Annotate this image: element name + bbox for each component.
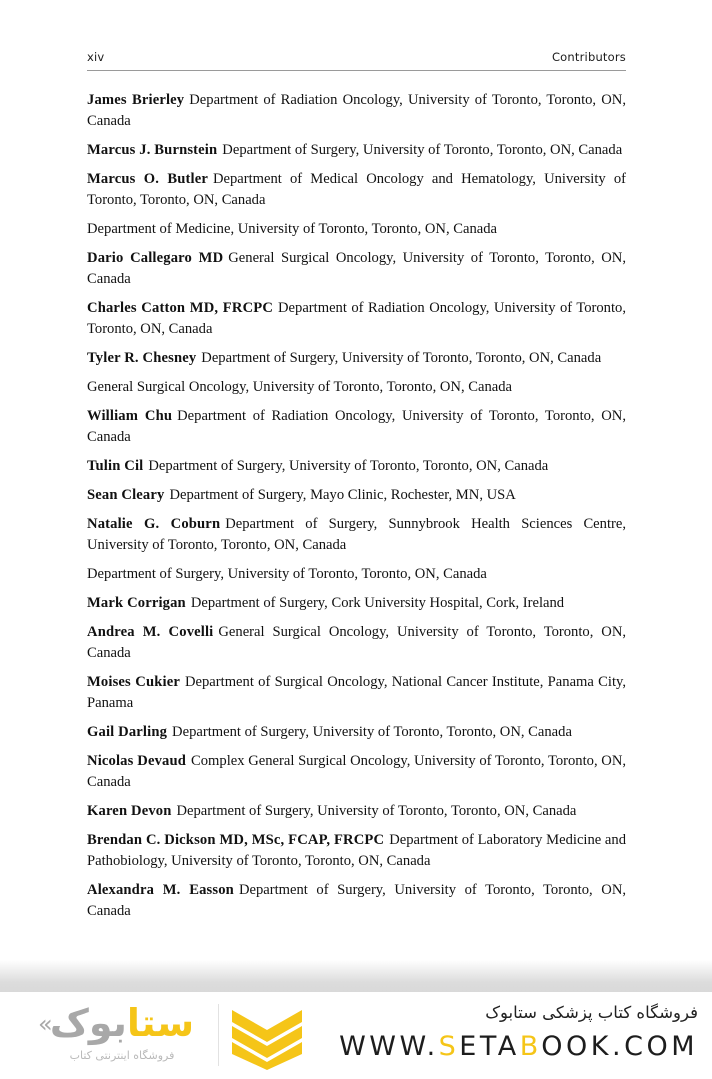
contributor-name: Nicolas Devaud [87, 753, 187, 769]
setabook-logo[interactable] [36, 998, 276, 1076]
contributor-affiliation: Department of Surgery, University of Toronto, Toronto, ON, Canada [176, 803, 577, 819]
contributor-affiliation: Department of Radiation Oncology, University of Toronto, Toronto, ON, Canada [87, 92, 626, 129]
contributor-name: Andrea M. Covelli [87, 624, 214, 640]
contributor-name: Marcus J. Burnstein [87, 142, 218, 158]
contributor-entry [87, 90, 626, 132]
contributor-entry [87, 456, 626, 477]
contributor-entry [87, 722, 626, 743]
contributor-name: James Brierley [87, 92, 185, 108]
logo-wordmark-base: بوک [49, 1001, 127, 1045]
section-title: Contributors [551, 50, 626, 64]
contributor-affiliation: Department of Medical Oncology and Hematology, University of Toronto, Toronto, ON, Canada [87, 171, 626, 208]
logo-tagline: فروشگاه اینترنتی کتاب [69, 1049, 175, 1062]
contributor-entry [87, 485, 626, 506]
contributor-secondary-affiliation: General Surgical Oncology, University of Toronto, Toronto, ON, Canada [87, 379, 513, 395]
contributor-affiliation: Department of Surgery, Cork University Hospital, Cork, Ireland [190, 595, 565, 611]
contributor-name: Moises Cukier [87, 674, 180, 690]
logo-divider [218, 1004, 219, 1066]
contributors-list [87, 90, 626, 922]
contributor-affiliation: Department of Surgical Oncology, National Cancer Institute, Panama City, Panama [87, 674, 626, 711]
contributor-affiliation: General Surgical Oncology, University of Toronto, Toronto, ON, Canada [87, 624, 627, 661]
contributor-affiliation: Department of Radiation Oncology, University of Toronto, Toronto, ON, Canada [87, 300, 626, 337]
contributor-line [87, 722, 626, 743]
contributor-line [87, 830, 626, 872]
contributor-name: Tyler R. Chesney [87, 350, 197, 366]
contributor-affiliation: Department of Surgery, University of Toronto, Toronto, ON, Canada [201, 350, 602, 366]
contributor-line [87, 298, 626, 340]
contributor-entry [87, 248, 626, 290]
contributor-name: Karen Devon [87, 803, 172, 819]
banner-persian-tagline: فروشگاه کتاب پزشکی ستابوک [485, 1003, 698, 1022]
contributor-entry [87, 406, 626, 448]
contributor-line [87, 90, 626, 132]
contributor-line [87, 672, 626, 714]
contributor-entry [87, 751, 626, 793]
contributor-line [87, 801, 626, 822]
contributor-line [87, 485, 626, 506]
contributor-entry [87, 348, 626, 398]
contributor-affiliation: Department of Surgery, University of Toronto, Toronto, ON, Canada [87, 882, 627, 919]
header-divider [87, 70, 626, 71]
contributor-name: Brendan C. Dickson MD, MSc, FCAP, FRCPC [87, 832, 385, 848]
contributor-name: Mark Corrigan [87, 595, 186, 611]
url-accent-s: S [438, 1031, 460, 1062]
contributor-line [87, 593, 626, 614]
contributor-affiliation: Department of Laboratory Medicine and Pathobiology, University of Toronto, Toronto, ON, Canada [87, 832, 627, 869]
contributor-entry [87, 672, 626, 714]
contributor-name: Tulin Cil [87, 458, 144, 474]
banner-gradient [0, 960, 712, 992]
contributor-entry [87, 880, 626, 922]
logo-wordmark [36, 1000, 208, 1046]
contributor-line [87, 514, 626, 556]
contributor-entry [87, 801, 626, 822]
contributor-affiliation: Department of Surgery, Mayo Clinic, Rochester, MN, USA [169, 487, 516, 503]
contributor-name: Marcus O. Butler [87, 171, 208, 187]
contributor-line [87, 348, 626, 369]
contributor-entry [87, 514, 626, 585]
footer-watermark-banner [0, 960, 712, 1079]
banner-text-block [268, 1000, 698, 1064]
contributor-line [87, 406, 626, 448]
contributor-affiliation: Department of Surgery, University of Toronto, Toronto, ON, Canada [172, 724, 572, 740]
contributor-affiliation: Complex General Surgical Oncology, University of Toronto, Toronto, ON, Canada [87, 753, 627, 790]
text-column [87, 0, 626, 930]
banner-website-url[interactable] [268, 1030, 698, 1064]
contributor-affiliation: General Surgical Oncology, University of Toronto, Toronto, ON, Canada [87, 250, 626, 287]
url-accent-b: B [519, 1031, 542, 1062]
contributor-affiliation: Department of Radiation Oncology, University of Toronto, Toronto, ON, Canada [87, 408, 626, 445]
contributor-name: Dario Callegaro MD [87, 250, 224, 266]
logo-wordmark-accent: ستا [126, 1001, 195, 1045]
contributor-line [87, 456, 626, 477]
url-eta: ETA [459, 1031, 520, 1062]
url-prefix: WWW. [339, 1031, 439, 1062]
contributor-entry [87, 830, 626, 872]
contributor-line [87, 622, 626, 664]
contributor-secondary-affiliation: Department of Surgery, University of Toronto, Toronto, ON, Canada [87, 566, 487, 582]
contributor-entry [87, 169, 626, 240]
running-head [87, 50, 626, 78]
contributor-entry [87, 140, 626, 161]
contributor-line [87, 169, 626, 211]
contributor-name: Sean Cleary [87, 487, 165, 503]
contributor-name: Alexandra M. Easson [87, 882, 234, 898]
contributor-name: Charles Catton MD, FRCPC [87, 300, 274, 316]
page-number: xiv [87, 50, 105, 64]
contributor-line [87, 751, 626, 793]
contributor-entry [87, 593, 626, 614]
contributor-affiliation: Department of Surgery, University of Toronto, Toronto, ON, Canada [222, 142, 623, 158]
contributor-line [87, 880, 626, 922]
banner-body [0, 992, 712, 1079]
contributor-affiliation: Department of Surgery, Sunnybrook Health Sciences Centre, University of Toronto, Toronto, ON, Canada [87, 516, 627, 553]
contributor-line [87, 248, 626, 290]
contributor-name: Natalie G. Coburn [87, 516, 221, 532]
contributor-name: William Chu [87, 408, 173, 424]
contributor-secondary-affiliation: Department of Medicine, University of Toronto, Toronto, ON, Canada [87, 221, 498, 237]
logo-guillemet-icon: « [38, 1010, 53, 1038]
contributor-name: Gail Darling [87, 724, 168, 740]
url-suffix: OOK.COM [541, 1031, 698, 1062]
contributor-entry [87, 298, 626, 340]
contributor-affiliation: Department of Surgery, University of Toronto, Toronto, ON, Canada [148, 458, 549, 474]
contributor-line [87, 140, 626, 161]
contributor-entry [87, 622, 626, 664]
